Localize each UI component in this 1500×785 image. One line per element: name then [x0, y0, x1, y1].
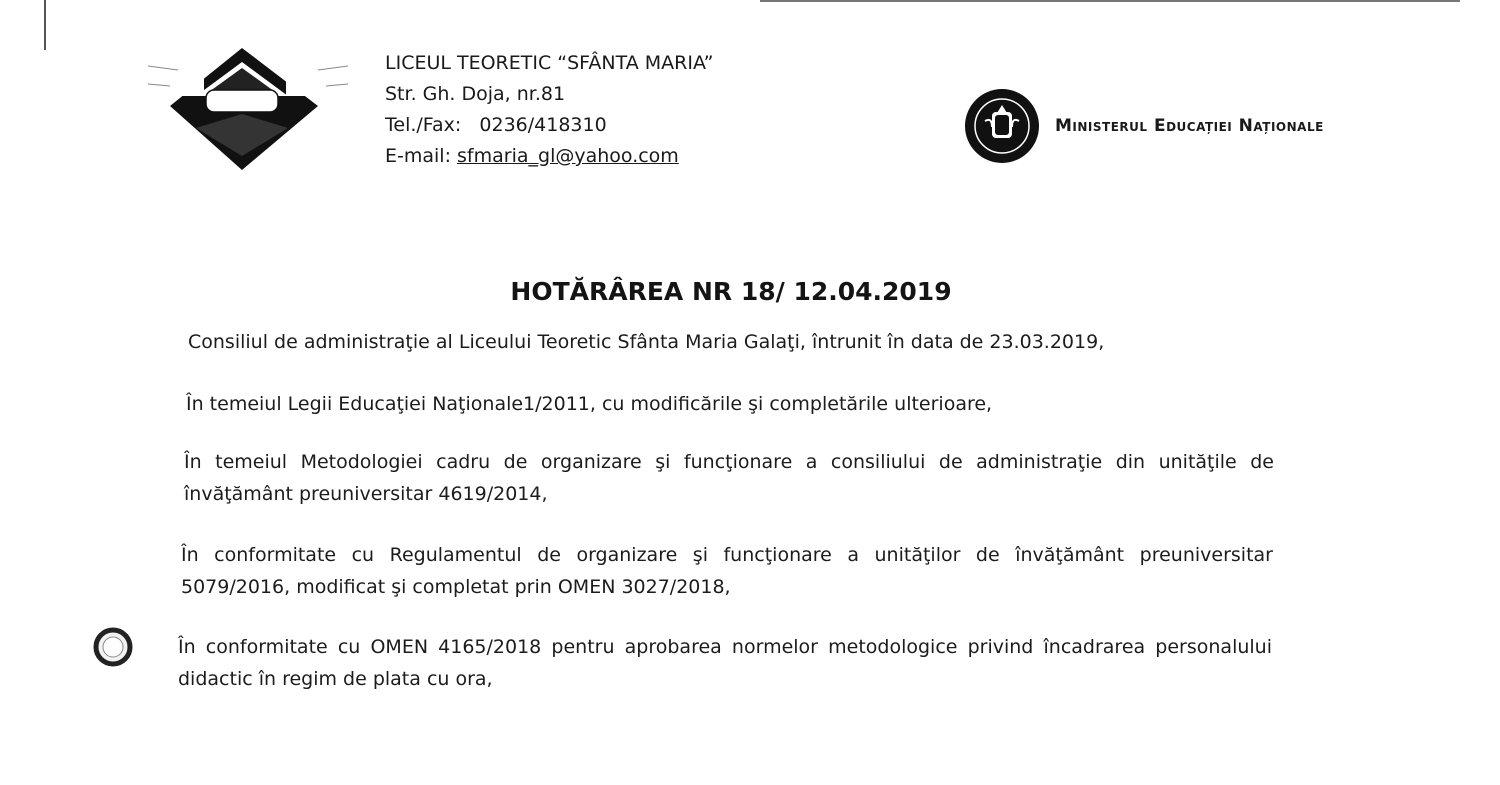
phone-value: 0236/418310 [479, 114, 607, 136]
paragraph-methodology: În temeiul Metodologiei cadru de organizare şi funcţionare a consiliului de administraţie din unităţile de învăţământ preuniversitar 4619/2014, [184, 451, 1274, 505]
school-phone [385, 110, 713, 141]
paragraph-council: Consiliul de administraţie al Liceului Teoretic Sfânta Maria Galaţi, întrunit în data de 23.03.2019, [188, 331, 1105, 353]
email-link[interactable]: sfmaria_gl@yahoo.com [457, 145, 679, 167]
paragraph-omen: În conformitate cu OMEN 4165/2018 pentru aprobarea normelor metodologice privind încadrarea personalului didactic în regim de plata cu ora, [178, 636, 1272, 690]
ministry-seal-icon [963, 87, 1041, 165]
document-title: HOTĂRÂREA NR 18/ 12.04.2019 [510, 276, 952, 306]
school-logo-icon [148, 44, 348, 174]
email-label: E-mail: [385, 145, 451, 167]
school-contact-block [385, 48, 713, 172]
ministry-name: Ministerul Educației Naționale [1055, 116, 1324, 136]
school-email [385, 141, 713, 172]
school-name: LICEUL TEORETIC “SFÂNTA MARIA” [385, 52, 714, 74]
scan-edge-top [760, 0, 1460, 2]
school-address: Str. Gh. Doja, nr.81 [385, 83, 566, 105]
paragraph-regulation: În conformitate cu Regulamentul de organizare şi funcţionare a unităţilor de învăţământ preuniversitar 5079/2016, modificat şi completat prin OMEN 3027/2018, [181, 544, 1273, 598]
phone-label: Tel./Fax: [385, 114, 462, 136]
punch-hole-icon [92, 626, 134, 668]
scan-edge-left [44, 0, 46, 50]
paragraph-law: În temeiul Legii Educaţiei Naţionale1/2011, cu modificările şi completările ulterioare, [186, 393, 993, 415]
ministry-block [963, 87, 1324, 165]
